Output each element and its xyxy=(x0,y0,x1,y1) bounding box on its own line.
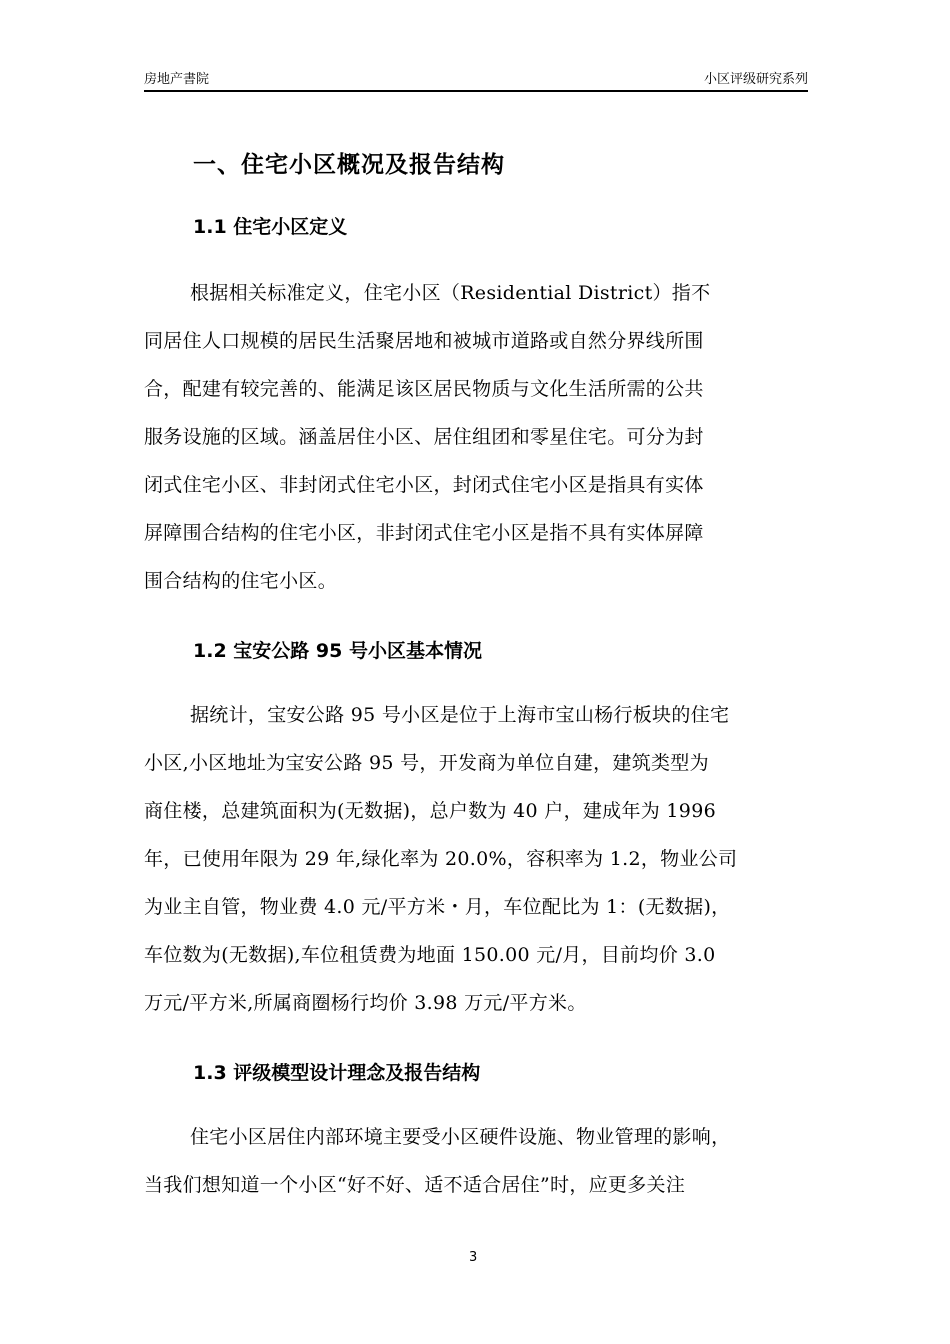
section-heading-1-1: 1.1 住宅小区定义 xyxy=(193,216,348,238)
section-heading-1-3: 1.3 评级模型设计理念及报告结构 xyxy=(193,1062,481,1084)
paragraph-line: 围合结构的住宅小区。 xyxy=(144,570,338,592)
paragraph-line: 据统计，宝安公路 95 号小区是位于上海市宝山杨行板块的住宅 xyxy=(190,704,730,726)
section-heading-1-2: 1.2 宝安公路 95 号小区基本情况 xyxy=(193,640,482,662)
page-number: 3 xyxy=(469,1250,478,1265)
paragraph-line: 商住楼，总建筑面积为(无数据)，总户数为 40 户，建成年为 1996 xyxy=(144,800,716,822)
paragraph-line: 当我们想知道一个小区“好不好、适不适合居住”时，应更多关注 xyxy=(144,1174,686,1196)
paragraph-line: 万元/平方米,所属商圈杨行均价 3.98 万元/平方米。 xyxy=(144,992,587,1014)
paragraph-line: 车位数为(无数据),车位租赁费为地面 150.00 元/月，目前均价 3.0 xyxy=(144,944,716,966)
paragraph-line: 小区,小区地址为宝安公路 95 号，开发商为单位自建，建筑类型为 xyxy=(144,752,709,774)
paragraph-line: 屏障围合结构的住宅小区，非封闭式住宅小区是指不具有实体屏障 xyxy=(144,522,704,544)
paragraph-line: 闭式住宅小区、非封闭式住宅小区，封闭式住宅小区是指具有实体 xyxy=(144,474,704,496)
paragraph-line: 合，配建有较完善的、能满足该区居民物质与文化生活所需的公共 xyxy=(144,378,704,400)
chapter-title: 一、住宅小区概况及报告结构 xyxy=(193,152,505,178)
paragraph-line: 住宅小区居住内部环境主要受小区硬件设施、物业管理的影响， xyxy=(190,1126,731,1148)
paragraph-line: 同居住人口规模的居民生活聚居地和被城市道路或自然分界线所围 xyxy=(144,330,704,352)
paragraph-line: 年，已使用年限为 29 年,绿化率为 20.0%，容积率为 1.2，物业公司 xyxy=(144,848,738,870)
header-series: 小区评级研究系列 xyxy=(703,72,808,87)
header-publisher: 房地产書院 xyxy=(144,72,210,87)
page-header xyxy=(144,66,808,92)
paragraph-line: 根据相关标准定义，住宅小区（Residential District）指不 xyxy=(190,282,711,304)
paragraph-line: 为业主自管，物业费 4.0 元/平方米・月，车位配比为 1：(无数据)， xyxy=(144,896,731,918)
paragraph-line: 服务设施的区域。涵盖居住小区、居住组团和零星住宅。可分为封 xyxy=(144,426,704,448)
